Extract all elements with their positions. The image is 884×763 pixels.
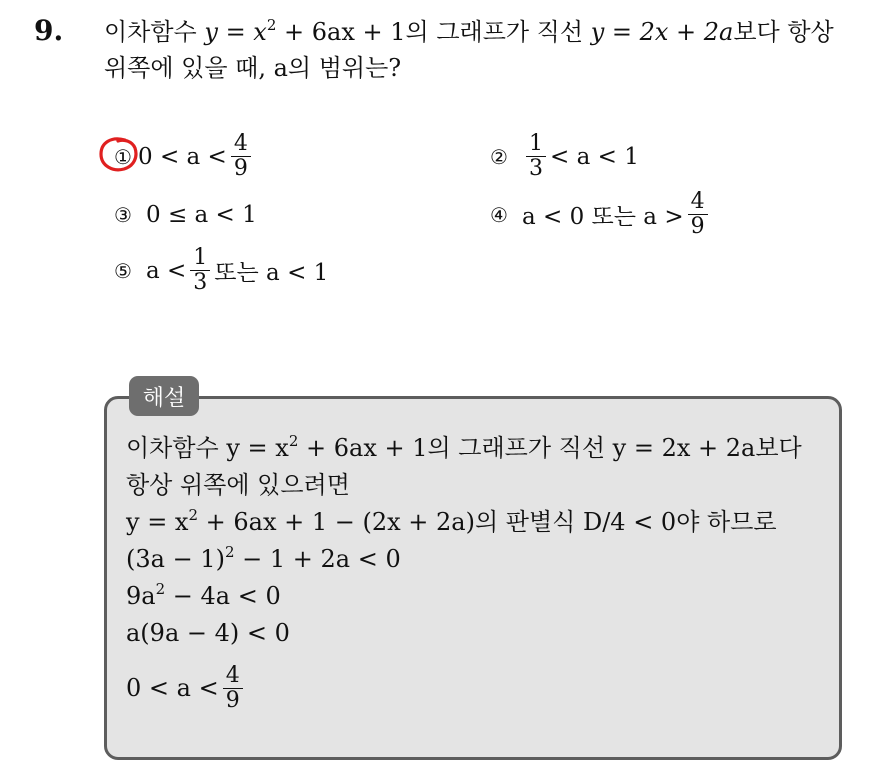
exponent: 2 [155,580,166,598]
fraction-numerator: 4 [688,190,708,215]
fraction-numerator: 4 [223,664,243,689]
choice-4[interactable] [484,190,712,239]
fraction-denominator: 9 [225,687,240,713]
solution-text: − 1 + 2a < 0 [234,545,401,573]
solution-tag: 해설 [129,376,199,416]
solution-line-2: 항상 위쪽에 있으려면 [126,471,350,499]
choice-fraction [190,246,210,295]
choice-number: ③ [114,203,132,227]
fraction-numerator: 1 [526,132,546,157]
solution-line-7 [126,658,826,718]
solution-line-4 [126,541,826,578]
fraction-numerator: 1 [190,246,210,271]
choice-number: ① [114,144,132,169]
choice-number: ④ [490,202,508,227]
exponent: 2 [266,16,277,34]
solution-text: 이차함수 y = x [126,434,289,462]
choice-1[interactable] [108,132,255,181]
fraction-denominator: 9 [233,156,248,181]
exponent: 2 [288,432,299,450]
fraction-denominator: 3 [193,270,208,295]
solution-text: + 6ax + 1 − (2x + 2a)의 판별식 D/4 < 0야 하므로 [198,508,777,536]
choice-5[interactable] [108,246,328,295]
choice-fraction [526,132,546,181]
choice-3[interactable] [108,202,257,228]
choice-text: a < [146,257,187,284]
solution-text: + 6ax + 1의 그래프가 직선 y = 2x + 2a보다 [298,434,802,462]
solution-text: y = x [126,508,189,536]
solution-line-3 [126,504,826,541]
solution-fraction [223,664,243,713]
choice-fraction [231,132,251,181]
fraction-denominator: 3 [529,156,543,181]
question-text [104,14,864,86]
fraction-numerator: 4 [231,132,251,157]
choice-text: 또는 a < 1 [214,260,329,286]
solution-line-1 [126,430,826,467]
choice-text: < a < 1 [550,143,639,170]
question-line-2: 위쪽에 있을 때, a의 범위는? [104,54,402,82]
fraction-denominator: 9 [690,214,705,239]
choice-number: ② [490,144,508,169]
question-number: 9. [34,14,64,47]
solution-text: 9a [126,582,156,610]
exponent: 2 [188,506,199,524]
question-equation: y = x [204,18,267,46]
solution-line-6: a(9a − 4) < 0 [126,619,290,647]
choice-text: 0 ≤ a < 1 [146,202,257,228]
question-equation: y = 2x + 2a [590,18,734,46]
solution-text: 0 < a < [126,674,219,702]
solution-content [126,430,826,718]
solution-line-5 [126,578,826,615]
choice-text: 0 < a < [138,143,227,170]
question-text-part: 이차함수 [104,18,205,46]
question-line-1 [104,14,864,50]
choice-number: ⑤ [114,258,132,283]
choice-2[interactable] [484,132,639,181]
question-text-part: 보다 항상 [733,18,834,46]
exponent: 2 [224,543,235,561]
solution-text: (3a − 1) [126,545,225,573]
solution-text: − 4a < 0 [165,582,281,610]
choice-fraction [688,190,708,239]
choice-text: a < 0 또는 a > [522,204,684,230]
question-text-part: + 6ax + 1의 그래프가 직선 [276,18,591,46]
